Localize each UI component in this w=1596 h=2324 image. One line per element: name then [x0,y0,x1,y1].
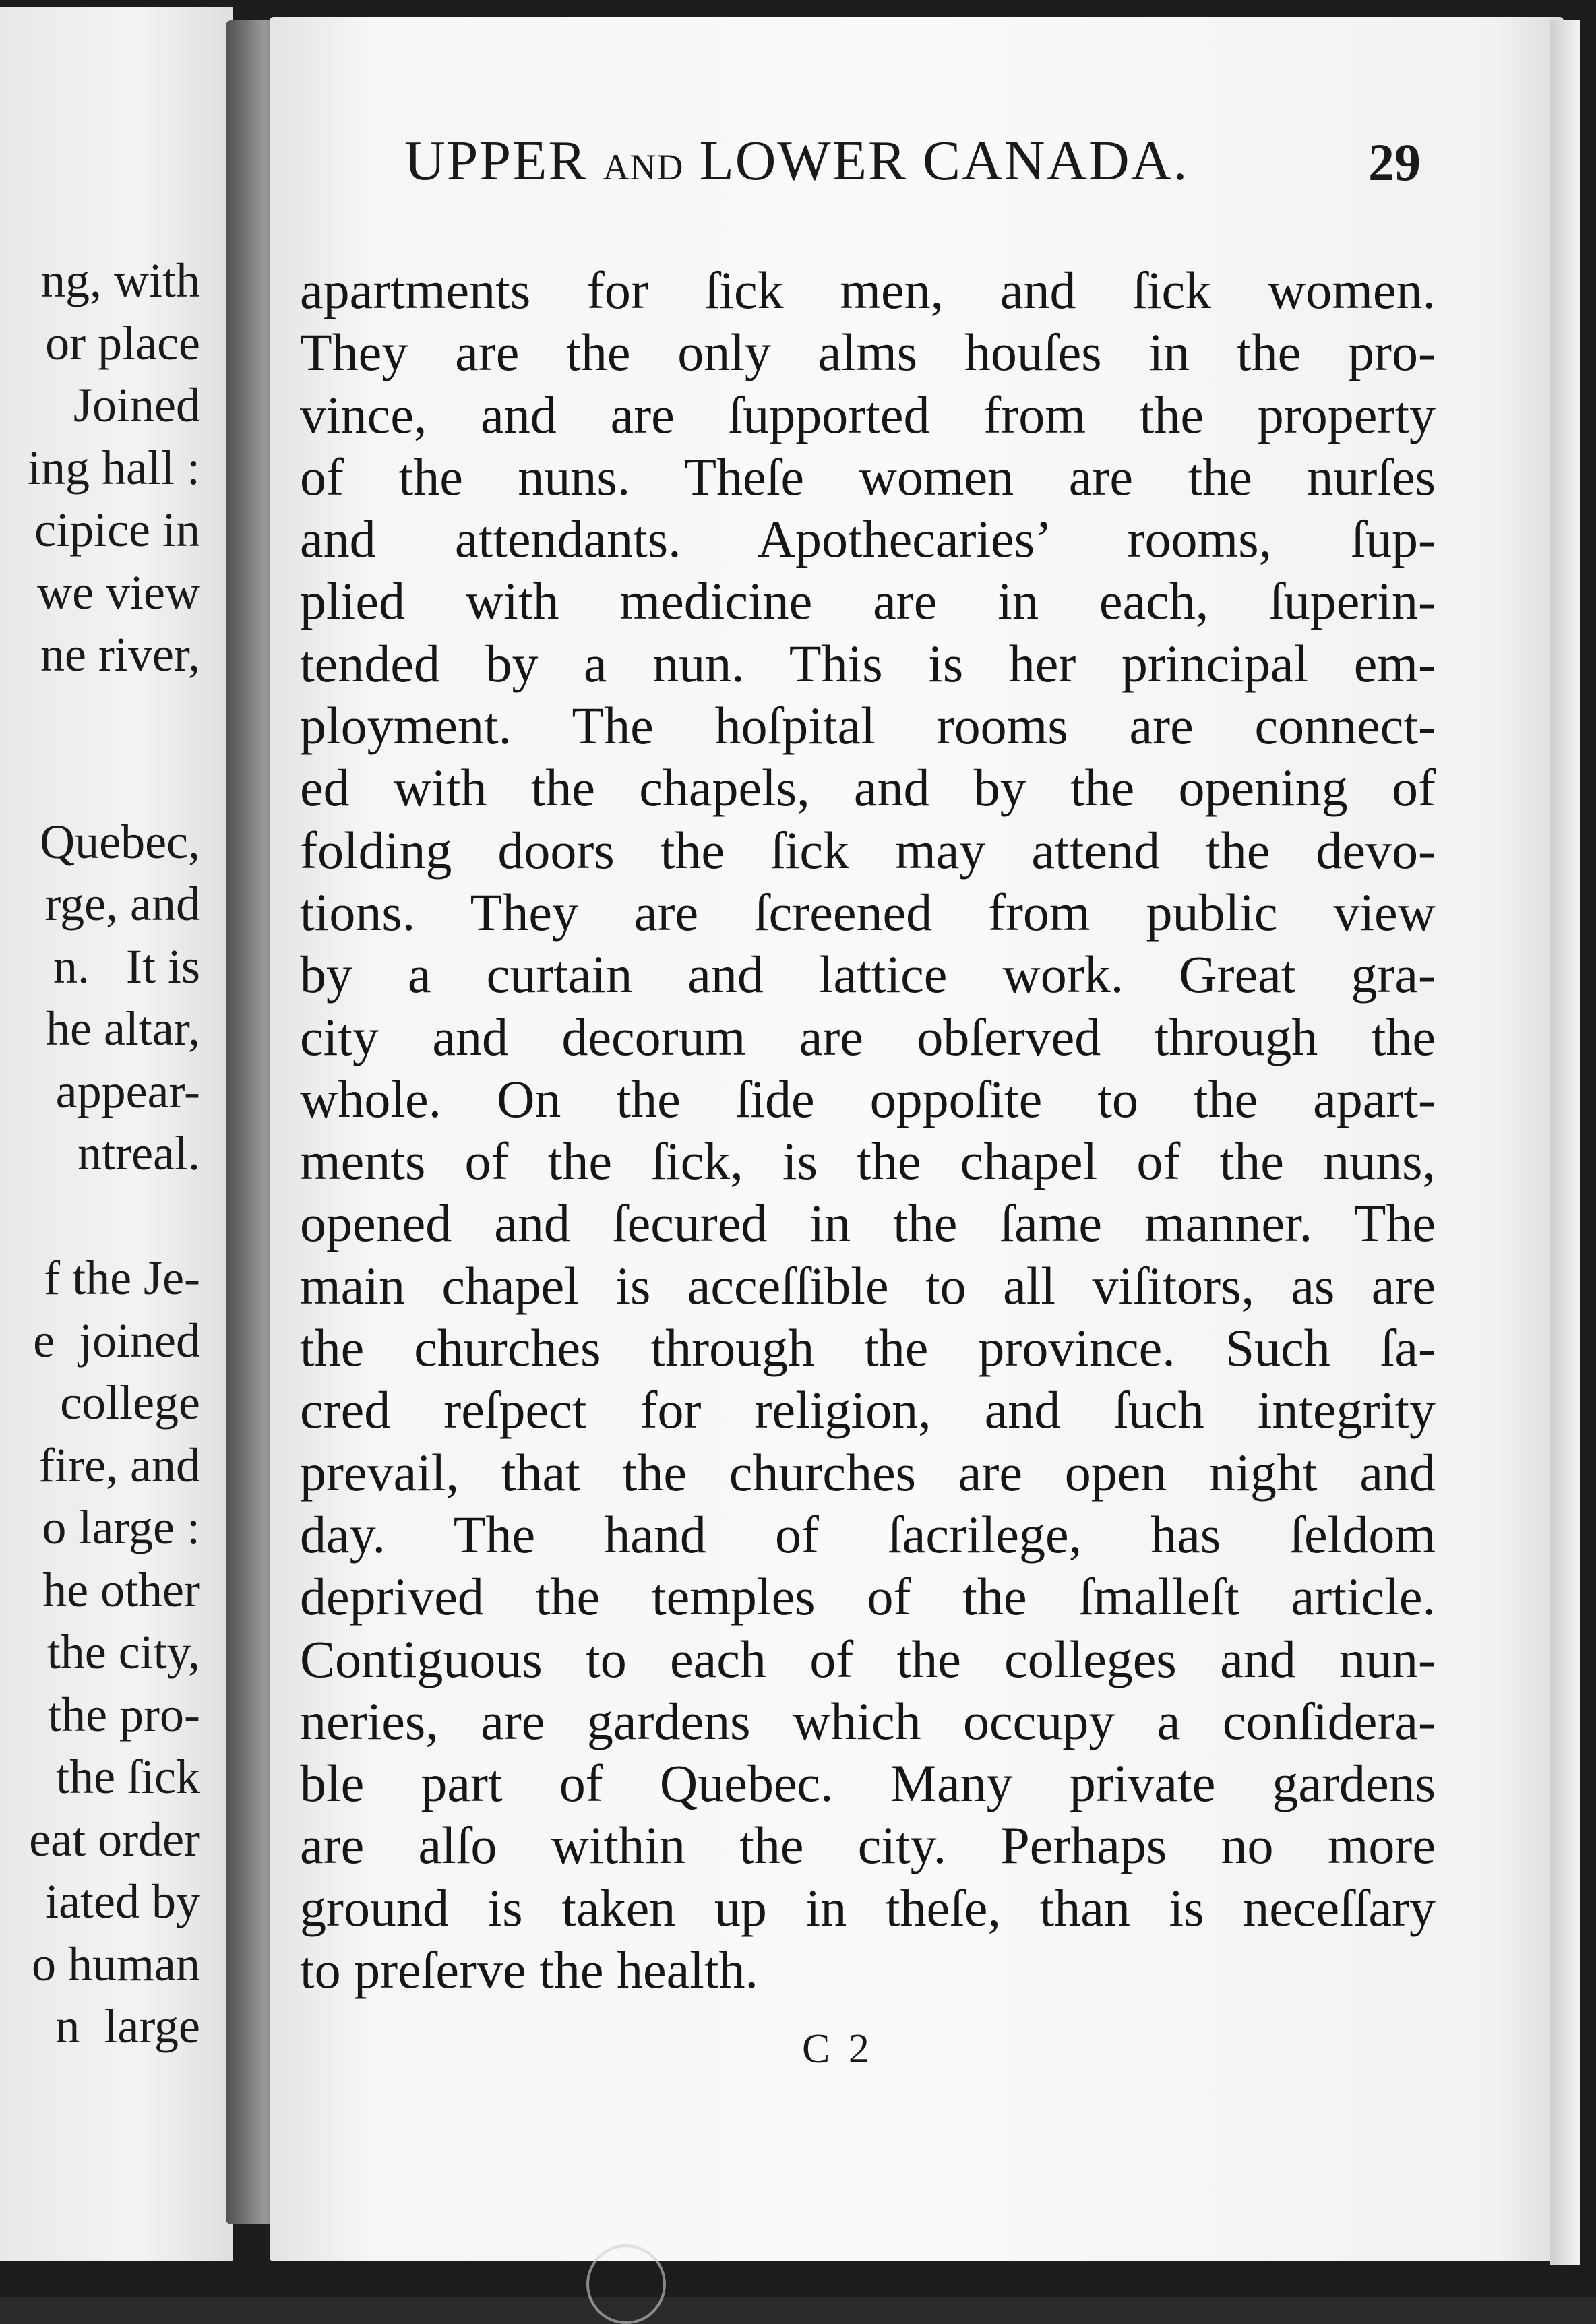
left-page-line: ne river, [40,628,200,681]
left-page-line: ng, with [40,253,200,307]
body-line: neries, are gardens which occupy a conſidera- [300,1691,1436,1750]
left-page-line: we view [37,565,200,619]
body-line: and attendants. Apothecaries’ rooms, ſup- [300,510,1436,569]
left-page-line: o human [32,1936,200,1991]
left-page-line: f the Je- [44,1251,200,1305]
left-page-line: iated by [45,1874,200,1928]
running-title-part-2: AND [603,147,684,187]
body-line: are alſo within the city. Perhaps no more [300,1816,1436,1875]
left-page-line: the city, [47,1625,200,1679]
left-page-line [28,748,200,811]
page-header [404,128,1456,202]
left-page-line: the ſick [56,1750,200,1804]
body-text [300,259,1436,2001]
running-title-part-3: LOWER CANADA. [699,129,1189,192]
body-line: whole. On the ſide oppoſite to the apart- [300,1069,1436,1128]
left-page-line: n large [55,1999,200,2053]
left-page-line: ing hall : [28,440,200,495]
body-line: deprived the temples of the ſmalleſt article. [300,1567,1436,1626]
left-page-line: ntreal. [78,1126,200,1180]
left-page-line: Quebec, [40,814,200,869]
left-page-line: college [60,1376,200,1430]
body-line: plied with medicine are in each, ſuperin- [300,572,1436,631]
body-line: of the nuns. Theſe women are the nurſes [300,447,1436,506]
body-line: Contiguous to each of the colleges and nun- [300,1629,1436,1688]
left-page-line: the pro- [48,1687,200,1742]
body-line: ble part of Quebec. Many private gardens [300,1754,1436,1813]
body-line: to preſerve the health. [300,1940,759,2000]
body-line: the churches through the province. Such ſa- [300,1318,1436,1378]
page-number: 29 [1368,133,1421,191]
left-page-line: he altar, [46,1002,200,1056]
left-page [0,7,233,2261]
body-line: ed with the chapels, and by the opening of [300,758,1436,818]
left-page-line [28,686,200,749]
left-page-line: rge, and [44,877,200,931]
body-line: opened and ſecured in the ſame manner. The [300,1194,1436,1253]
body-line: ments of the ſick, is the chapel of the nuns, [300,1132,1436,1191]
body-line: day. The hand of ſacrilege, has ſeldom [300,1504,1436,1564]
body-line: vince, and are ſupported from the property [300,385,1436,444]
left-page-line: eat order [29,1812,200,1866]
left-page-text [28,249,200,2058]
body-line: They are the only alms houſes in the pro- [300,323,1436,382]
body-line: tions. They are ſcreened from public view [300,882,1436,942]
signature-mark: C 2 [802,2026,873,2072]
left-page-line: Joined [73,378,200,432]
left-page-line: appear- [55,1064,200,1118]
body-line: prevail, that the churches are open night and [300,1442,1436,1502]
body-line: by a curtain and lattice work. Great gra- [300,945,1436,1004]
body-line: main chapel is acceſſible to all viſitors, as are [300,1256,1436,1315]
running-title [404,128,1188,193]
body-line: tended by a nun. This is her principal em- [300,634,1436,693]
left-page-line: n. It is [53,939,200,993]
body-line: ployment. The hoſpital rooms are connect- [300,696,1436,756]
left-page-line: o large : [42,1500,200,1554]
left-page-line [28,1185,200,1248]
body-line: apartments for ſick men, and ſick women. [300,261,1436,319]
body-line: folding doors the ſick may attend the devo- [300,820,1436,880]
running-title-part-1: UPPER [404,129,588,192]
body-line: city and decorum are obſerved through the [300,1007,1436,1066]
left-page-line: or place [45,315,200,370]
film-hole-mark [586,2244,666,2324]
body-line: cred reſpect for religion, and ſuch integrity [300,1380,1436,1440]
left-page-line: cipice in [34,503,200,557]
body-line: ground is taken up in theſe, than is neceſſary [300,1878,1436,1937]
page-edge [1550,20,1580,2265]
left-page-line: e joined [33,1313,200,1368]
left-page-line: fire, and [38,1438,200,1492]
left-page-line: he other [42,1562,200,1617]
